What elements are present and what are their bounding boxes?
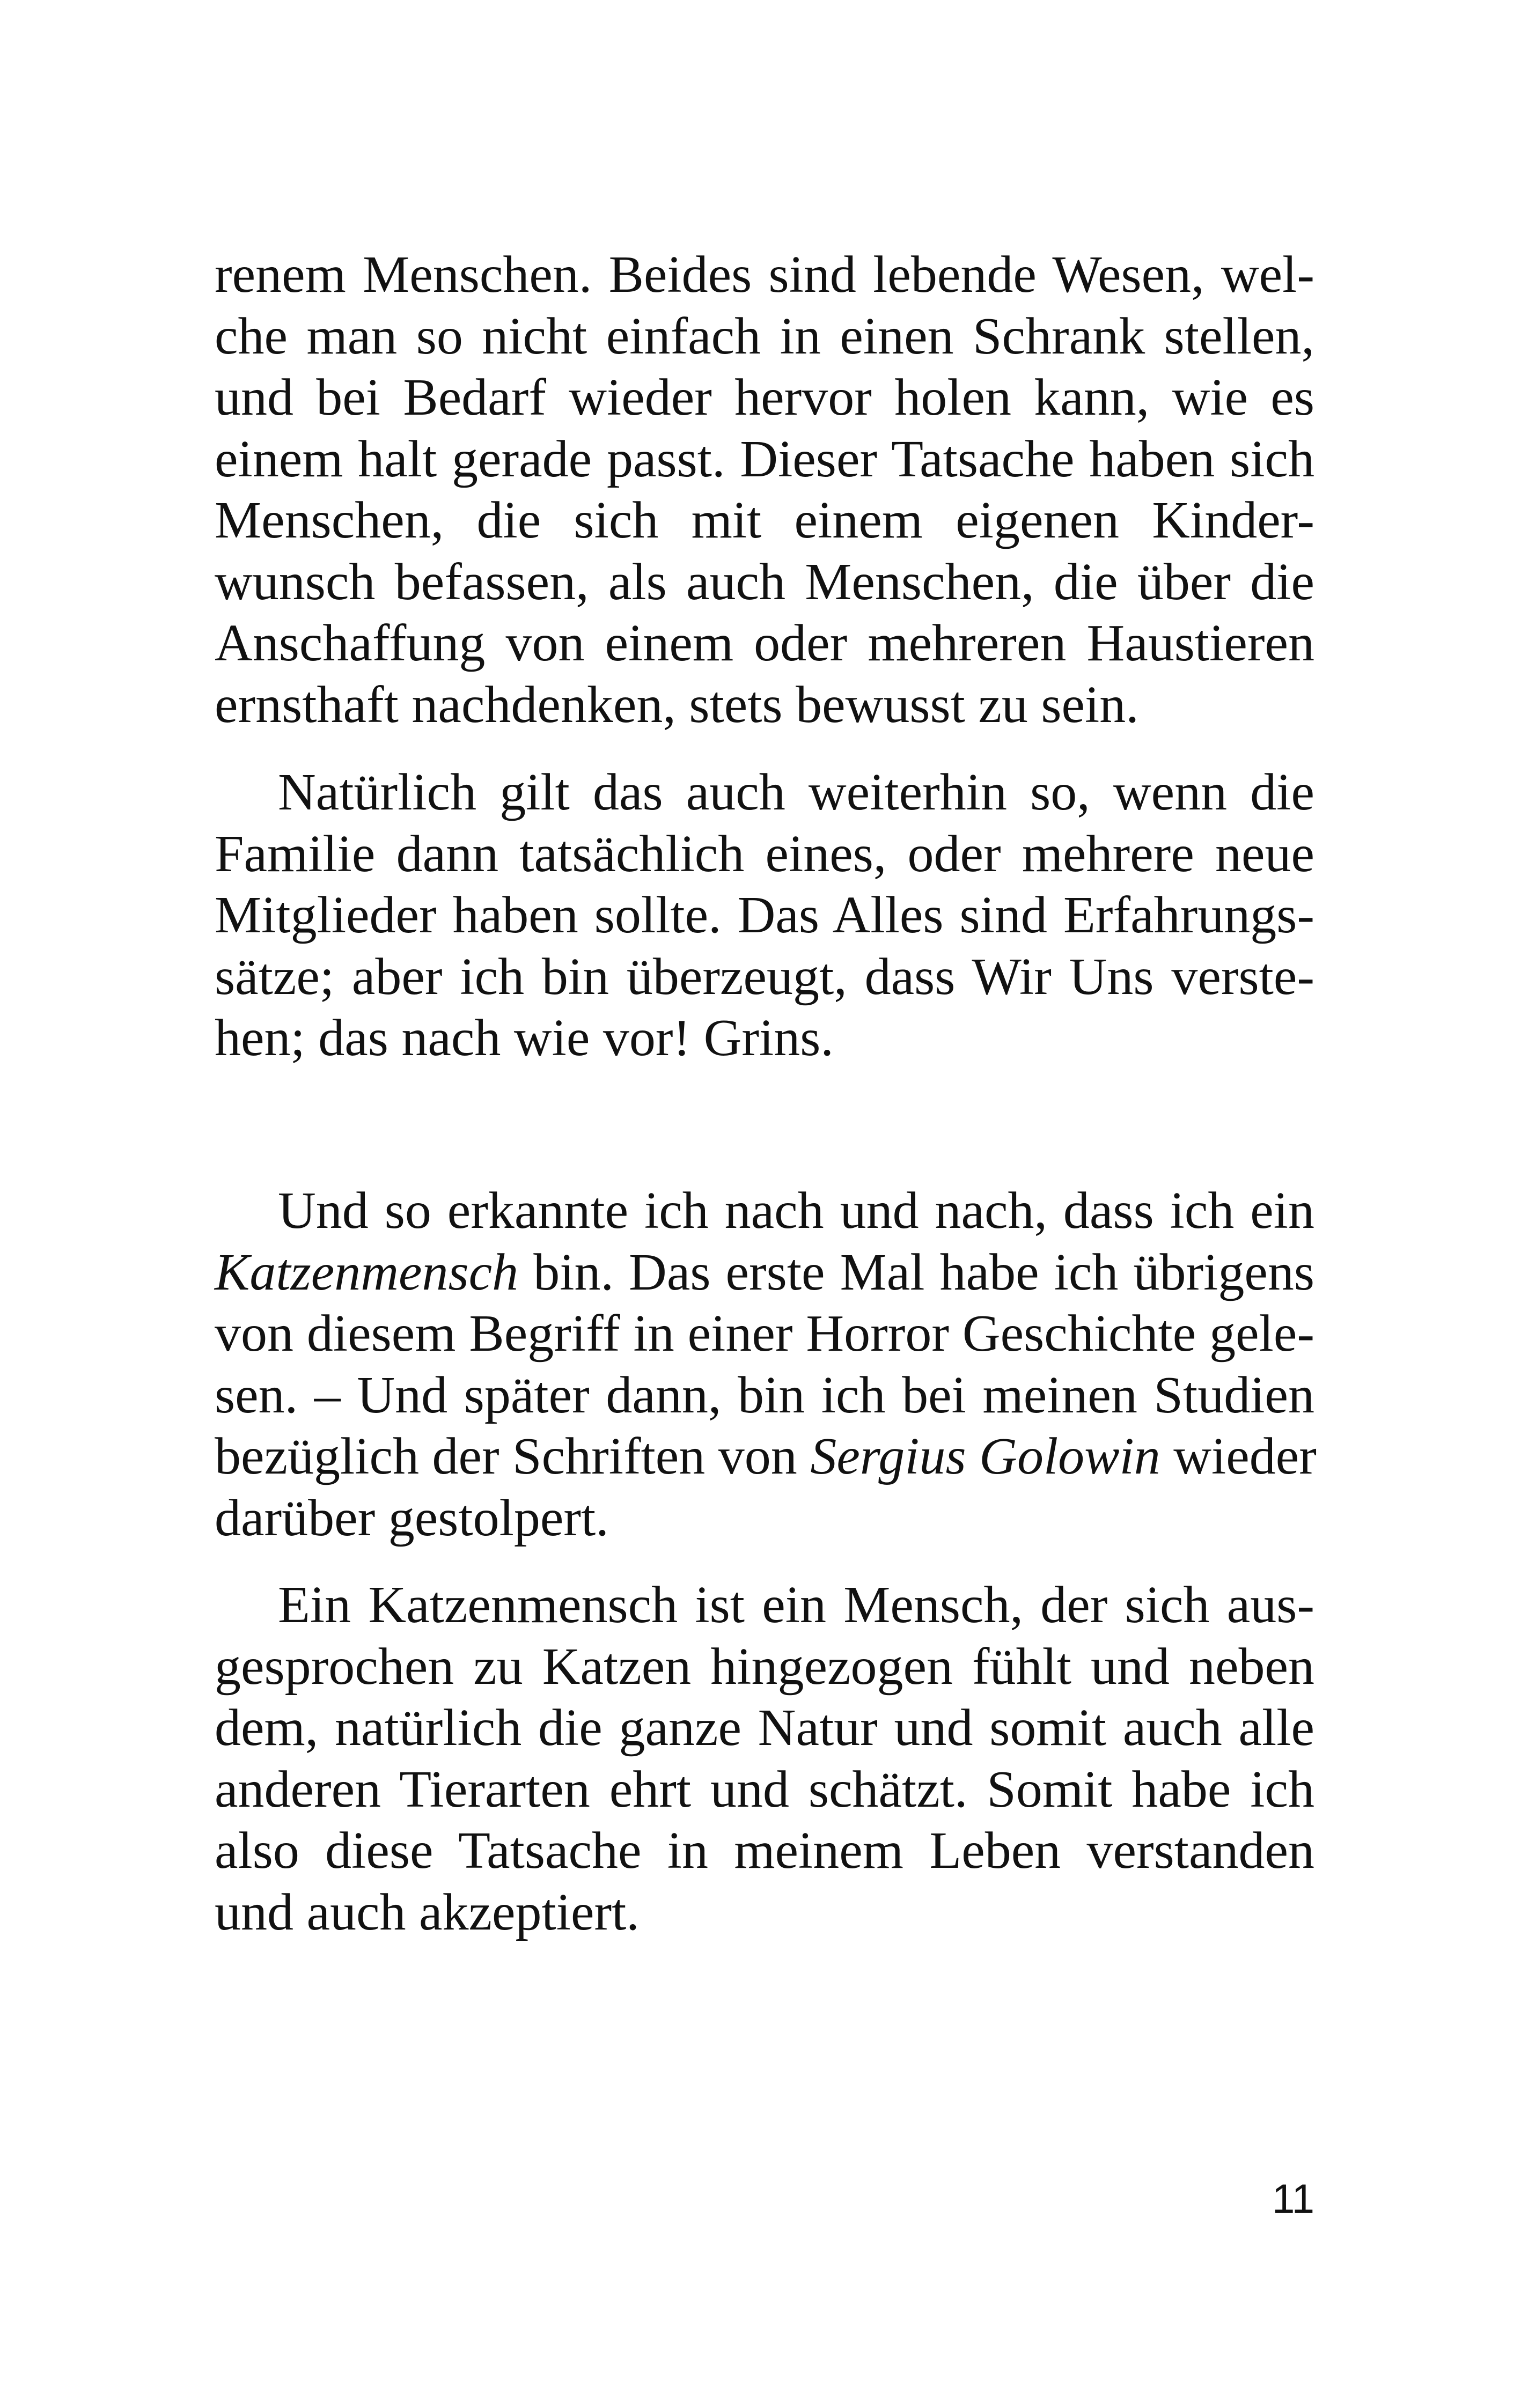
text-line: Menschen, die sich mit einem eigenen Kinder- bbox=[215, 491, 1314, 549]
text-line: Natürlich gilt das auch weiterhin so, wenn die bbox=[278, 763, 1314, 821]
text-line: ernsthaft nachdenken, stets bewusst zu sein. bbox=[215, 675, 1139, 734]
text-line: und bei Bedarf wieder hervor holen kann, wie es bbox=[215, 369, 1314, 426]
text-line: Mitglieder haben sollte. Das Alles sind Erfahrungs- bbox=[215, 886, 1314, 944]
text-line: und auch akzeptiert. bbox=[215, 1883, 640, 1941]
text-line: von diesem Begriff in einer Horror Geschichte gele- bbox=[215, 1305, 1314, 1363]
text-line: che man so nicht einfach in einen Schrank stellen, bbox=[215, 307, 1314, 365]
italic-term: Katzenmensch bbox=[215, 1243, 519, 1301]
text-line: Anschaffung von einem oder mehreren Haustieren bbox=[215, 614, 1314, 672]
text-line: wunsch befassen, als auch Menschen, die über die bbox=[215, 553, 1314, 611]
text-line: sen. – Und später dann, bin ich bei meinen Studien bbox=[215, 1366, 1314, 1424]
italic-term: Sergius Golowin bbox=[810, 1427, 1160, 1485]
text-line: Und so erkannte ich nach und nach, dass ich ein bbox=[278, 1182, 1314, 1240]
text-line: Ein Katzenmensch ist ein Mensch, der sich aus- bbox=[278, 1576, 1314, 1634]
text-line: dem, natürlich die ganze Natur und somit auch alle bbox=[215, 1699, 1314, 1757]
text-line: renem Menschen. Beides sind lebende Wesen, wel- bbox=[215, 246, 1314, 304]
text-line: also diese Tatsache in meinem Leben verstanden bbox=[215, 1822, 1314, 1880]
text-line: hen; das nach wie vor! Grins. bbox=[215, 1009, 834, 1067]
text-line: Katzenmensch bin. Das erste Mal habe ich übrigens bbox=[215, 1243, 1314, 1301]
page-number: 11 bbox=[1272, 2176, 1314, 2222]
text-line: Familie dann tatsächlich eines, oder mehrere neue bbox=[215, 824, 1314, 883]
text-line: darüber gestolpert. bbox=[215, 1489, 609, 1547]
text-line: gesprochen zu Katzen hingezogen fühlt und neben bbox=[215, 1637, 1314, 1696]
text-line: sätze; aber ich bin überzeugt, dass Wir Uns verste- bbox=[215, 947, 1314, 1006]
text-line: anderen Tierarten ehrt und schätzt. Somit habe ich bbox=[215, 1760, 1314, 1818]
text-line: bezüglich der Schriften von Sergius Golowin wieder bbox=[215, 1427, 1317, 1485]
text-line: einem halt gerade passt. Dieser Tatsache haben sich bbox=[215, 430, 1314, 488]
